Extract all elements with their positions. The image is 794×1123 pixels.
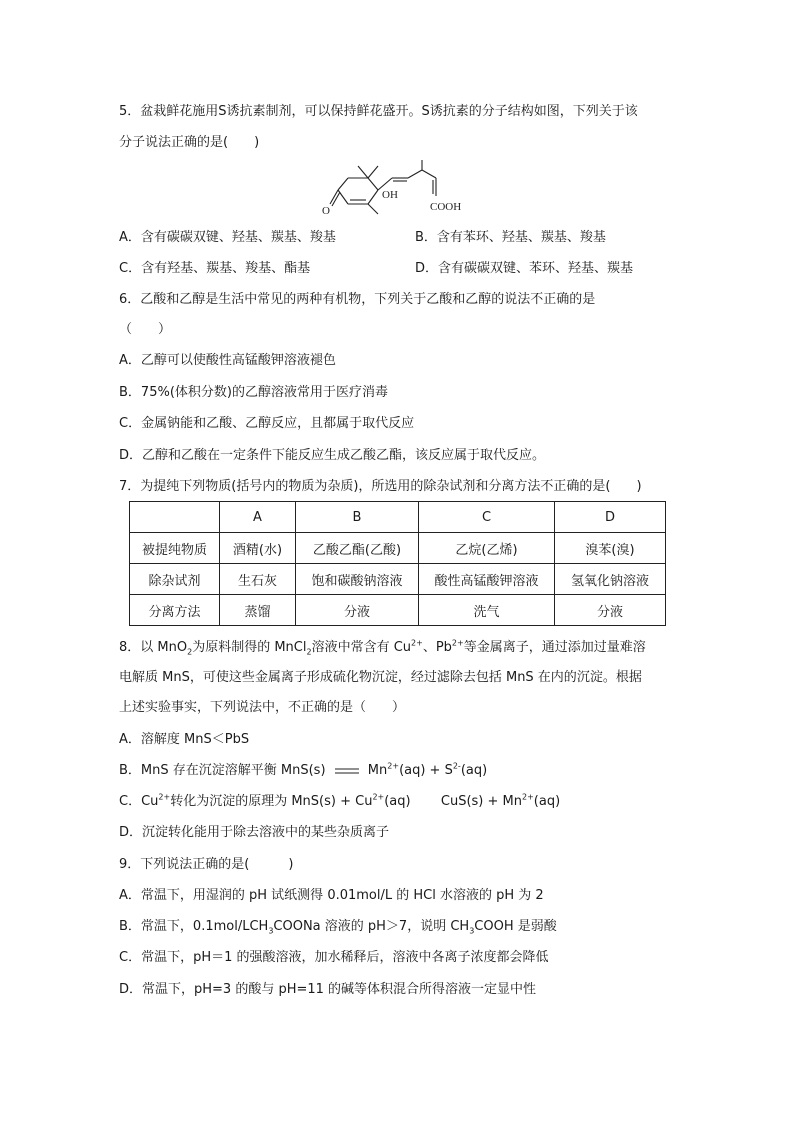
- q9-option-c: C．常温下，pH＝1 的强酸溶液，加水稀释后，溶液中各离子浓度都会降低: [119, 950, 549, 965]
- text-span: 转化为沉淀的原理为 MnS(s) + Cu: [170, 794, 373, 809]
- subscript: 2: [187, 647, 193, 657]
- table-cell: 除杂试剂: [130, 564, 220, 595]
- text-span: 8．以 MnO: [119, 640, 188, 655]
- cooh-label: COOH: [430, 201, 462, 213]
- table-cell: 酒精(水): [220, 533, 296, 564]
- text-span: COONa 溶液的 pH＞7，说明 CH: [273, 919, 470, 934]
- text-span: 溶液中常含有 Cu: [311, 640, 412, 655]
- table-row: [130, 564, 666, 595]
- table-cell: 氢氧化钠溶液: [555, 564, 666, 595]
- q6-option-b: B．75%(体积分数)的乙醇溶液常用于医疗消毒: [119, 385, 388, 400]
- s-abscisic-acid-structure: [318, 160, 478, 222]
- q6-stem-line2: （ ）: [119, 322, 172, 337]
- superscript: 2-: [452, 761, 461, 771]
- q9-stem: 9．下列说法正确的是( ): [119, 857, 294, 872]
- table-cell: 乙酸乙酯(乙酸): [296, 533, 419, 564]
- subscript: 2: [306, 647, 312, 657]
- q6-stem-line1: 6．乙酸和乙醇是生活中常见的两种有机物，下列关于乙酸和乙醇的说法不正确的是: [119, 292, 596, 307]
- q5-option-a: A．含有碳碳双键、羟基、羰基、羧基: [119, 230, 336, 245]
- text-span: CuS(s) + Mn: [440, 794, 522, 809]
- superscript: 2+: [522, 792, 534, 802]
- text-span: Mn: [367, 763, 388, 778]
- q6-option-a: A．乙醇可以使酸性高锰酸钾溶液褪色: [119, 353, 336, 368]
- q8-option-b: [119, 762, 487, 780]
- subscript: 3: [469, 926, 475, 936]
- table-cell: C: [419, 502, 555, 533]
- q8-option-c: [119, 793, 560, 811]
- table-row: [130, 595, 666, 626]
- superscript: 2+: [387, 761, 400, 771]
- q5-stem-line1: 5．盆栽鲜花施用S诱抗素制剂，可以保持鲜花盛开。S诱抗素的分子结构如图，下列关于该: [119, 104, 638, 119]
- table-cell: 分离方法: [130, 595, 220, 626]
- q5-option-d: D．含有碳碳双键、苯环、羟基、羰基: [415, 261, 634, 276]
- text-span: (aq) + S: [399, 763, 453, 778]
- q5-option-b: B．含有苯环、羟基、羰基、羧基: [415, 230, 606, 245]
- text-span: B．常温下，0.1mol/LCH: [119, 919, 269, 934]
- text-span: 等金属离子，通过添加过量难溶: [463, 640, 646, 655]
- table-cell: 分液: [296, 595, 419, 626]
- table-cell: D: [555, 502, 666, 533]
- text-span: 为原料制得的 MnCl: [192, 640, 307, 655]
- q9-option-d: D．常温下，pH=3 的酸与 pH=11 的碱等体积混合所得溶液一定显中性: [119, 982, 537, 997]
- text-span: C．Cu: [119, 794, 159, 809]
- table-cell: 洗气: [419, 595, 555, 626]
- equilibrium-arrow-icon: [333, 766, 361, 776]
- table-cell: B: [296, 502, 419, 533]
- q8-stem-line1: [119, 639, 646, 657]
- text-span: COOH 是弱酸: [474, 919, 557, 934]
- table-row: [130, 533, 666, 564]
- q8-stem-line3: 上述实验事实，下列说法中，不正确的是（ ）: [119, 700, 406, 715]
- q5-option-c: C．含有羟基、羰基、羧基、酯基: [119, 261, 311, 276]
- table-cell: [130, 502, 220, 533]
- q7-stem: 7．为提纯下列物质(括号内的物质为杂质)，所选用的除杂试剂和分离方法不正确的是( ): [119, 479, 642, 494]
- table-cell: 生石灰: [220, 564, 296, 595]
- table-cell: 酸性高锰酸钾溶液: [419, 564, 555, 595]
- q9-option-b: [119, 918, 557, 936]
- ketone-o-label: O: [322, 205, 330, 217]
- text-span: B．MnS 存在沉淀溶解平衡 MnS(s): [119, 763, 326, 778]
- q8-option-a: A．溶解度 MnS＜PbS: [119, 732, 250, 747]
- text-span: (aq): [533, 794, 561, 809]
- oh-label: OH: [382, 189, 398, 201]
- q5-stem-line2: 分子说法正确的是( ): [119, 135, 260, 150]
- text-span: 、Pb: [422, 640, 452, 655]
- table-cell: 溴苯(溴): [555, 533, 666, 564]
- table-cell: 分液: [555, 595, 666, 626]
- superscript: 2+: [372, 792, 385, 802]
- q8-option-d: D．沉淀转化能用于除去溶液中的某些杂质离子: [119, 825, 390, 840]
- superscript: 2+: [411, 638, 423, 648]
- table-cell: 乙烷(乙烯): [419, 533, 555, 564]
- text-span: (aq): [384, 794, 411, 809]
- q8-stem-line2: 电解质 MnS，可使这些金属离子形成硫化物沉淀，经过滤除去包括 MnS 在内的沉淀。根据: [119, 670, 642, 685]
- q6-option-d: D．乙醇和乙酸在一定条件下能反应生成乙酸乙酯，该反应属于取代反应。: [119, 448, 546, 463]
- table-header-row: [130, 502, 666, 533]
- q9-option-a: A．常温下，用湿润的 pH 试纸测得 0.01mol/L 的 HCl 水溶液的 pH 为 2: [119, 888, 544, 903]
- text-span: (aq): [460, 763, 488, 778]
- table-cell: 被提纯物质: [130, 533, 220, 564]
- subscript: 3: [268, 926, 274, 936]
- superscript: 2+: [158, 792, 171, 802]
- q7-table: [129, 501, 666, 626]
- superscript: 2+: [451, 638, 464, 648]
- table-cell: A: [220, 502, 296, 533]
- q6-option-c: C．金属钠能和乙酸、乙醇反应，且都属于取代反应: [119, 416, 415, 431]
- table-cell: 饱和碳酸钠溶液: [296, 564, 419, 595]
- table-cell: 蒸馏: [220, 595, 296, 626]
